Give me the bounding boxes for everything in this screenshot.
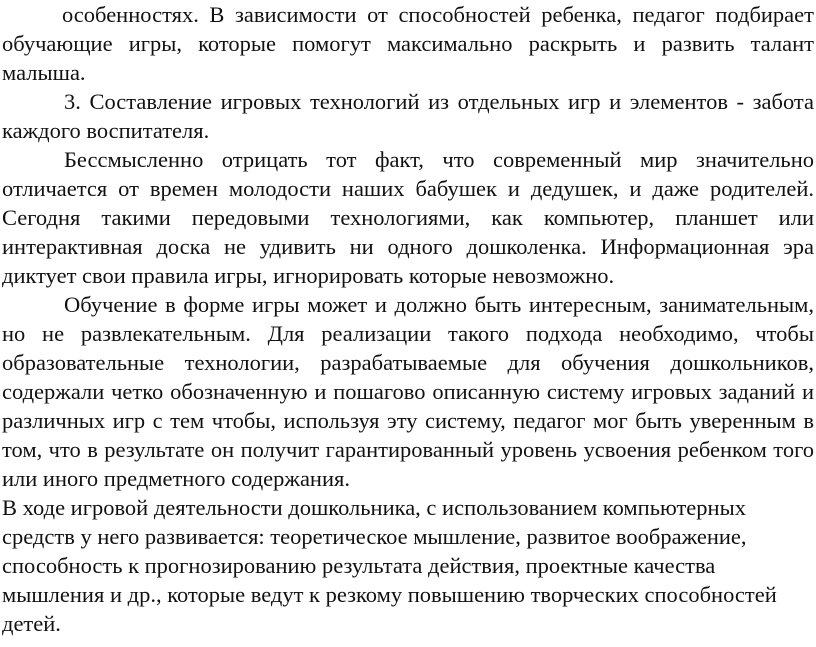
paragraph-item-3: 3. Составление игровых технологий из отдельных игр и элементов - забота каждого воспитателя.	[2, 89, 814, 143]
paragraph-game-learning: Обучение в форме игры может и должно быть интересным, занимательным, но не развлекательным. Для реализации такого подхода необходимо, чтобы образовательные технологии, разрабатываемые для обучения дошкольников, содержали четко обозначенную и пошагово описанную систему игровых заданий и различных игр с тем чтобы, используя эту систему, педагог мог быть уверенным в том, что в результате он получит гарантированный уровень усвоения ребенком того или иного предметного содержания.	[2, 292, 814, 491]
paragraph-continuation: особенностях. В зависимости от способностей ребенка, педагог подбирает обучающие игры, которые помогут максимально раскрыть и развить талант малыша.	[2, 2, 814, 85]
paragraph-game-activity: В ходе игровой деятельности дошкольника, с использованием компьютерных средств у него развивается: теоретическое мышление, развитое воображение, способность к прогнозированию результата действия, проектные качества мышления и др., которые ведут к резкому повышению творческих способностей детей.	[2, 495, 777, 636]
paragraph-modern-world: Бессмысленно отрицать тот факт, что современный мир значительно отличается от времен молодости наших бабушек и дедушек, и даже родителей. Сегодня такими передовыми технологиями, как компьютер, планшет или интерактивная доска не удивить ни одного дошколенка. Информационная эра диктует свои правила игры, игнорировать которые невозможно.	[2, 147, 814, 288]
